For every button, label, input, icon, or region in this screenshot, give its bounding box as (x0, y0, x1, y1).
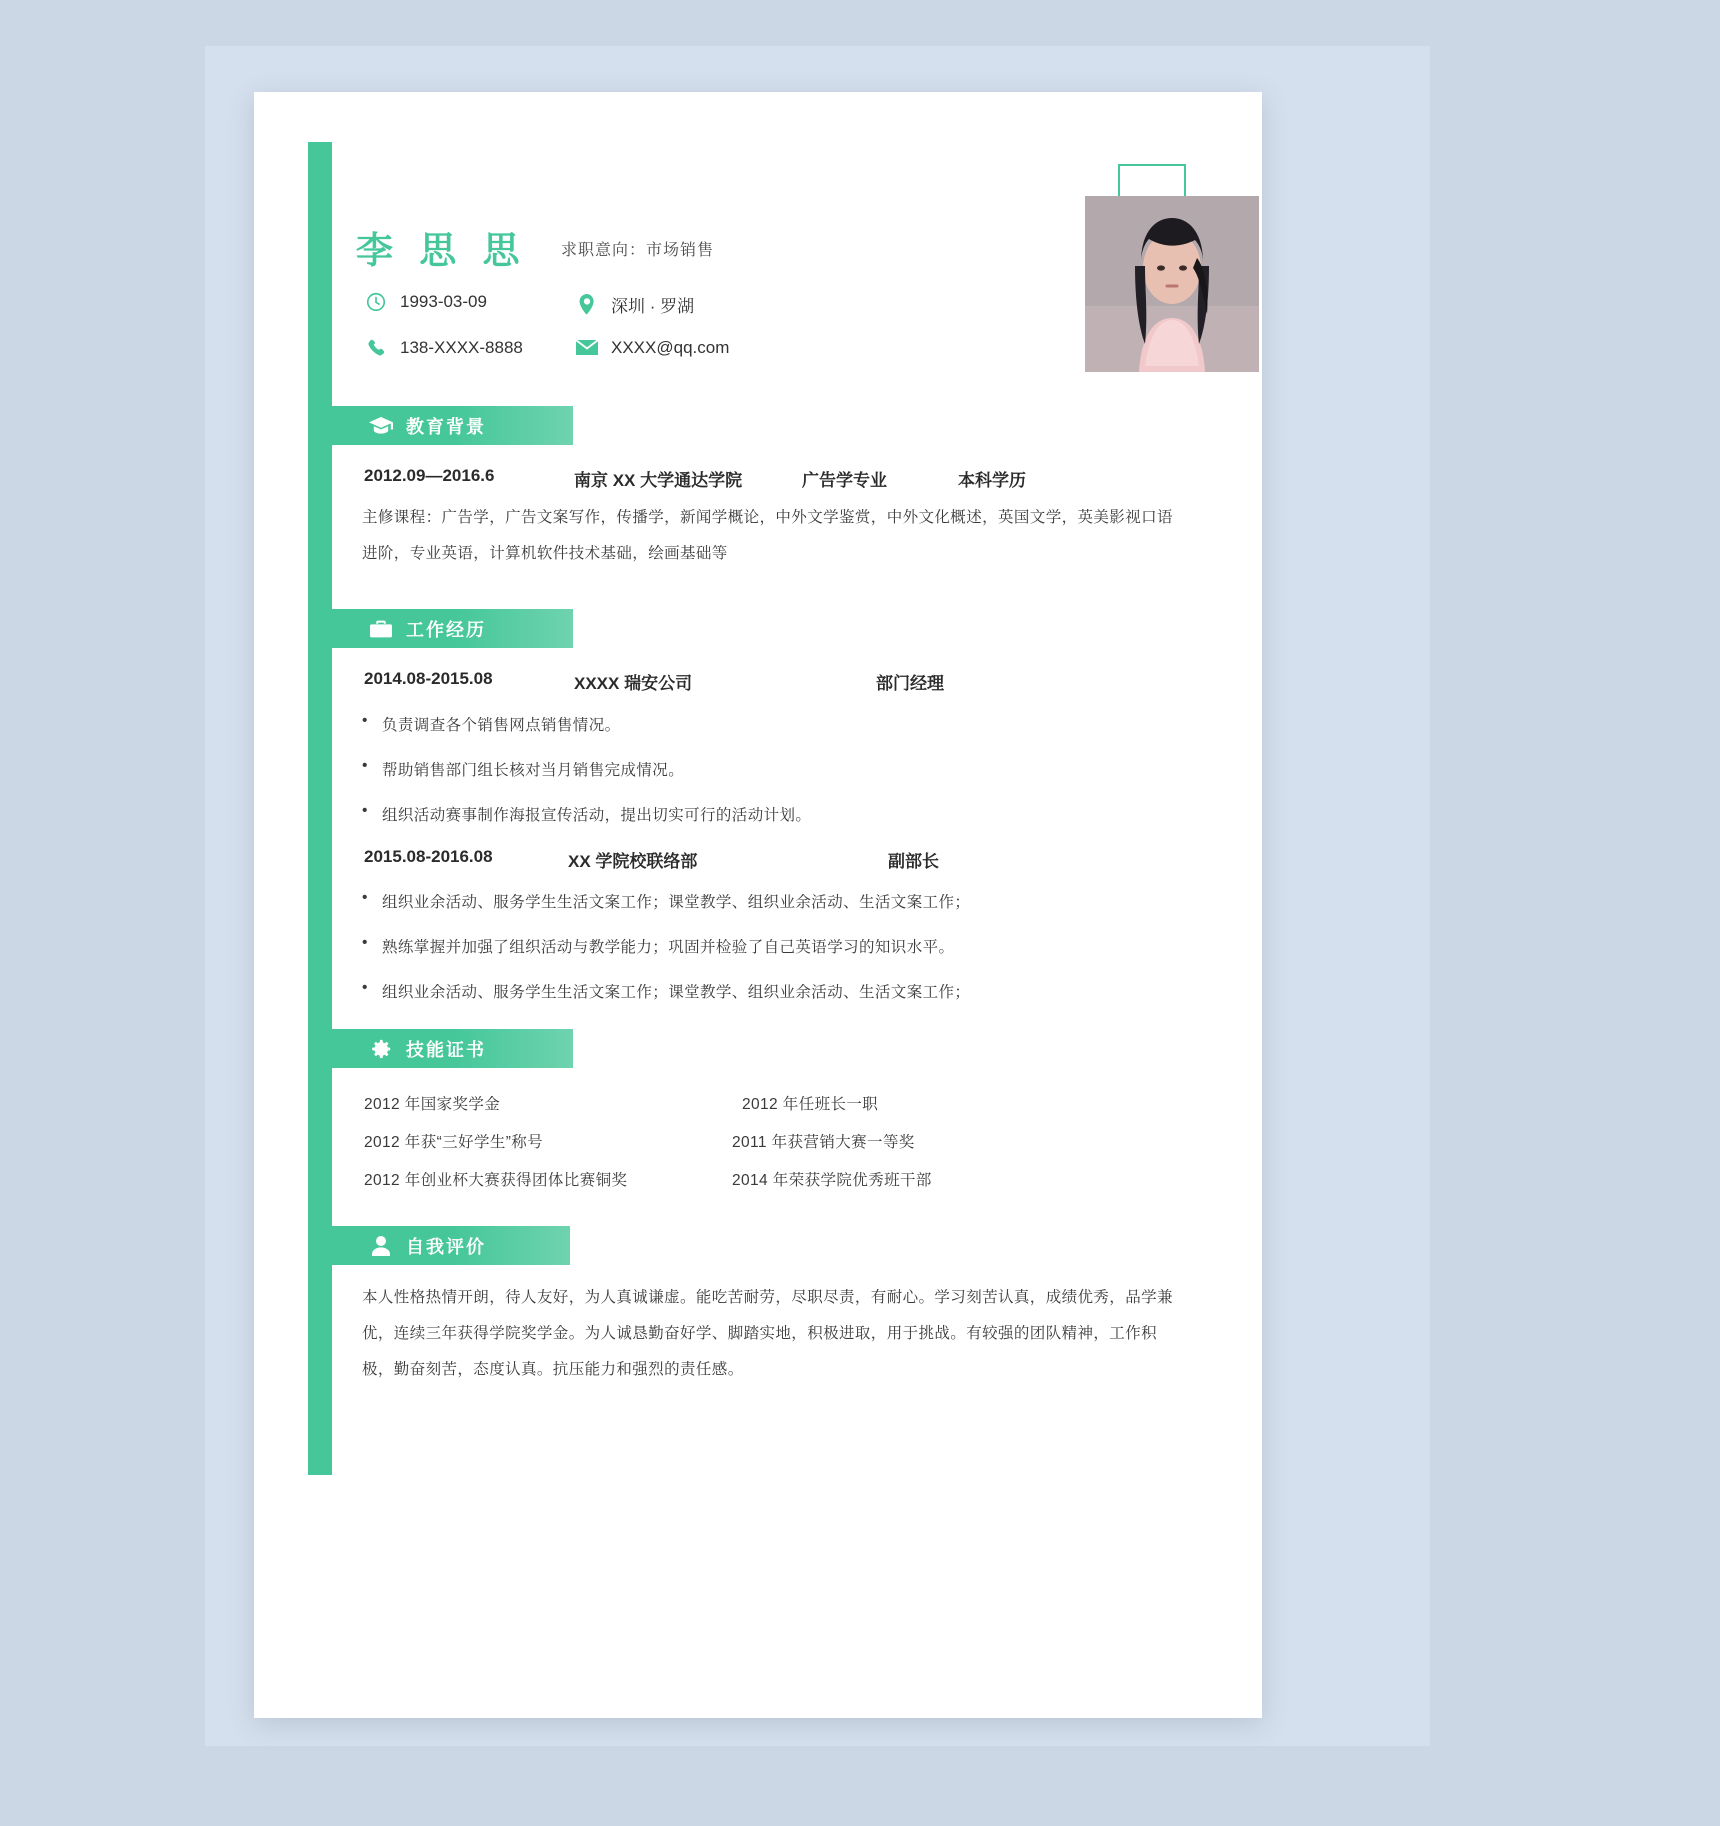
work-1-date: 2015.08-2016.08 (364, 847, 493, 866)
work-1-point-2: • 组织业余活动、服务学生生活文案工作；课堂教学、组织业余活动、生活文案工作； (382, 980, 970, 1002)
work-0-date: 2014.08-2015.08 (364, 669, 493, 688)
resume-header (356, 212, 1196, 397)
work-1-point-0: • 组织业余活动、服务学生生活文案工作；课堂教学、组织业余活动、生活文案工作； (382, 890, 970, 912)
work-1-company: XX 学院校联络部 (568, 852, 698, 871)
job-objective: 求职意向：市场销售 (561, 242, 715, 259)
clock-icon (364, 290, 388, 314)
phone-value: 138-XXXX-8888 (400, 338, 523, 357)
skill-right-0: 2012 年任班长一职 (742, 1096, 879, 1113)
skill-right-2: 2014 年荣获学院优秀班干部 (732, 1172, 932, 1189)
candidate-name: 李 思 思 (356, 230, 528, 271)
section-title-skills: 技能证书 (406, 1039, 486, 1060)
section-title-evaluation: 自我评价 (406, 1236, 486, 1257)
contact-location (611, 292, 694, 317)
phone-icon (364, 336, 388, 360)
gear-icon (366, 1038, 396, 1060)
map-pin-icon (575, 293, 599, 317)
skill-left-0: 2012 年国家奖学金 (364, 1096, 501, 1113)
section-title-education: 教育背景 (406, 416, 486, 437)
section-header-work (308, 609, 573, 648)
email-value: XXXX@qq.com (611, 338, 730, 357)
skill-right-1: 2011 年获营销大赛一等奖 (732, 1134, 915, 1151)
work-0-company: XXXX 瑞安公司 (574, 674, 693, 693)
evaluation-text: 本人性格热情开朗，待人友好，为人真诚谦虚。能吃苦耐劳，尽职尽责，有耐心。学习刻苦认真，成绩优秀，品学兼优，连续三年获得学院奖学金。为人诚恳勤奋好学、脚踏实地，积极进取，用于挑战。有较强的团队精神，工作积极，勤奋刻苦，态度认真。抗压能力和强烈的责任感。 (362, 1289, 1173, 1378)
contact-phone (400, 338, 523, 358)
work-1-point-1: • 熟练掌握并加强了组织活动与教学能力；巩固并检验了自己英语学习的知识水平。 (382, 935, 954, 957)
education-school: 南京 XX 大学通达学院 (574, 471, 743, 490)
graduation-cap-icon (366, 417, 396, 435)
skill-left-1: 2012 年获“三好学生”称号 (364, 1134, 544, 1151)
education-major: 广告学专业 (802, 471, 887, 490)
education-date: 2012.09—2016.6 (364, 466, 495, 485)
accent-bar (308, 142, 332, 1475)
section-title-work: 工作经历 (406, 619, 486, 640)
briefcase-icon (366, 619, 396, 639)
work-0-point-0: • 负责调查各个销售网点销售情况。 (382, 713, 621, 735)
section-header-skills (308, 1029, 573, 1068)
section-header-evaluation (308, 1226, 570, 1265)
location-value: 深圳 · 罗湖 (611, 297, 695, 316)
contact-email (611, 338, 729, 358)
birthdate-value: 1993-03-09 (400, 292, 487, 311)
section-header-education (308, 406, 573, 445)
work-0-role: 部门经理 (876, 674, 944, 693)
work-0-point-1: • 帮助销售部门组长核对当月销售完成情况。 (382, 758, 684, 780)
education-courses: 主修课程：广告学，广告文案写作，传播学，新闻学概论，中外文学鉴赏，中外文化概述，英国文学，英美影视口语进阶，专业英语，计算机软件技术基础，绘画基础等 (362, 509, 1173, 562)
education-degree: 本科学历 (958, 471, 1026, 490)
work-0-point-2: • 组织活动赛事制作海报宣传活动，提出切实可行的活动计划。 (382, 803, 811, 825)
skill-left-2: 2012 年创业杯大赛获得团体比赛铜奖 (364, 1172, 628, 1189)
mail-icon (575, 336, 599, 360)
work-1-role: 副部长 (888, 852, 939, 871)
contact-birthdate (400, 292, 487, 312)
avatar (1085, 196, 1259, 372)
user-icon (366, 1235, 396, 1257)
